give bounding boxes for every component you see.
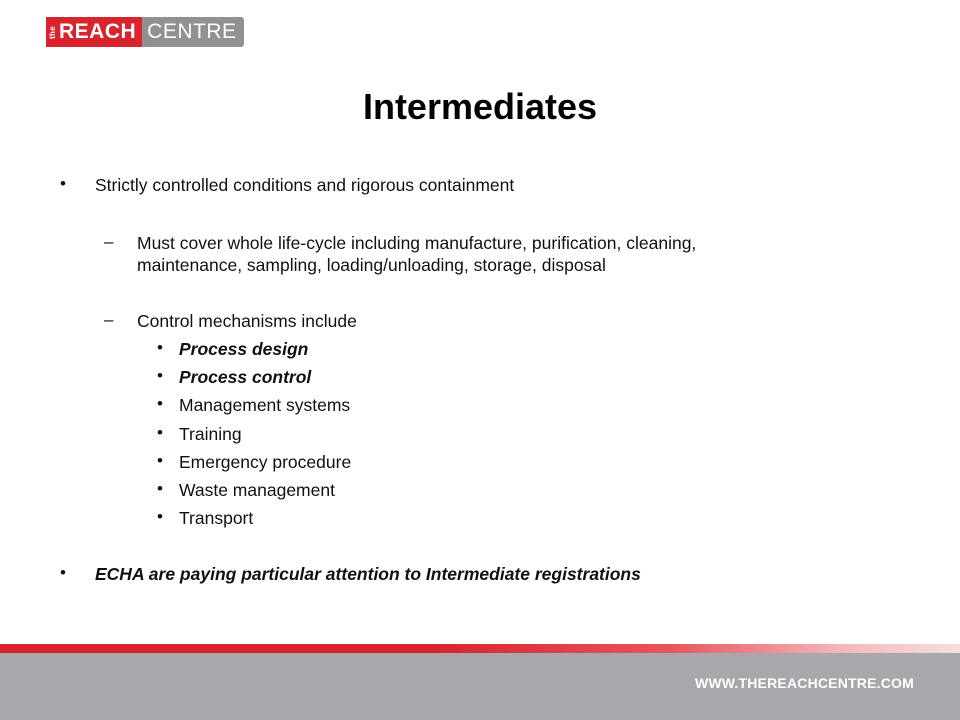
footer-accent-bar <box>0 644 960 653</box>
logo-grey-block <box>142 17 243 47</box>
sub-bullet-marker: • <box>157 423 163 442</box>
dash-item-1-line-1: Must cover whole life-cycle including manufacture, purification, cleaning, <box>137 233 697 253</box>
dash-item-2: Control mechanisms include <box>137 311 357 331</box>
sub-bullet-marker: • <box>157 451 163 470</box>
sub-item-transport: Transport <box>179 508 254 528</box>
bullet-marker: • <box>60 174 66 193</box>
sub-item-emergency-procedure: Emergency procedure <box>179 452 352 472</box>
dash-item-1-line-2: maintenance, sampling, loading/unloading, storage, disposal <box>137 255 606 275</box>
logo-red-block <box>46 17 142 47</box>
sub-bullet-marker: • <box>157 479 163 498</box>
sub-bullet-marker: • <box>157 366 163 385</box>
dash-marker: – <box>104 232 114 251</box>
logo-reach-text: REACH <box>59 20 137 43</box>
sub-bullet-marker: • <box>157 507 163 526</box>
dash-marker: – <box>104 310 114 329</box>
bullet-marker: • <box>60 563 66 582</box>
bullet-item-1: Strictly controlled conditions and rigorous containment <box>95 175 515 195</box>
logo-prefix: the <box>48 25 57 39</box>
company-logo <box>46 17 244 47</box>
sub-item-process-design: Process design <box>179 339 309 359</box>
slide-title: Intermediates <box>362 86 598 127</box>
sub-item-waste-management: Waste management <box>179 480 335 500</box>
sub-item-training: Training <box>179 424 242 444</box>
sub-item-management-systems: Management systems <box>179 395 351 415</box>
bullet-item-2: ECHA are paying particular attention to Intermediate registrations <box>95 564 641 584</box>
footer-website-link[interactable]: WWW.THEREACHCENTRE.COM <box>694 675 914 691</box>
sub-bullet-marker: • <box>157 338 163 357</box>
sub-item-process-control: Process control <box>179 367 312 387</box>
logo-centre-text: CENTRE <box>147 20 237 43</box>
sub-bullet-marker: • <box>157 394 163 413</box>
